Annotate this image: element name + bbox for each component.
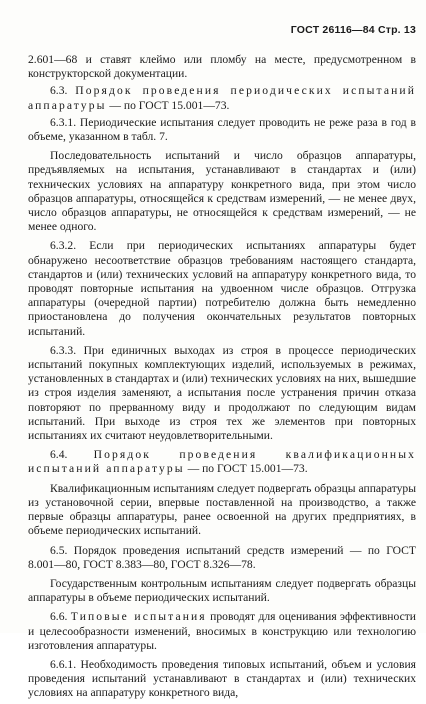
paragraph-6-3-1: 6.3.1. Периодические испытания следует проводить не реже раза в год в объеме, указанном в табл. 7. (28, 115, 416, 144)
page-header: ГОСТ 26116—84 Стр. 13 (290, 24, 416, 36)
clause-rest: — по ГОСТ 15.001—73. (106, 98, 230, 112)
clause-number: 6.6. (50, 610, 68, 624)
paragraph-6-4 (28, 448, 416, 476)
paragraph-6-3-2: 6.3.2. Если при периодических испытаниях аппаратуры будет обнаружено несоответствие образцов требованиям настоящего стандарта, стандартов и (или) технических условий на аппаратуру конкретного вида, то проводят повторные испытания на удвоенном числе образцов. Отгрузка аппаратуры (очередной партии) потребителю должна быть немедленно приостановлена до получения окончательных результатов повторных испытаний. (28, 239, 416, 338)
page-body (28, 53, 416, 704)
paragraph-6-6-1: 6.6.1. Необходимость проведения типовых испытаний, объем и условия проведения испытаний устанавливают в стандартах и (или) технических условиях на аппаратуру конкретного вида, (28, 657, 416, 700)
clause-title-spaced: Порядок проведения периодических испытаний аппаратуры (28, 84, 417, 112)
paragraph-qualification: Квалификационным испытаниям следует подвергать образцы аппаратуры из установочной серии, впервые поставленной на производство, а также первые образцы аппаратуры, ранее освоенной на других предприятиях, в объеме периодических испытаний. (28, 481, 416, 538)
clause-number: 6.4. (50, 448, 68, 462)
paragraph-sequence: Последовательность испытаний и число образцов аппаратуры, предъявляемых на испытания, устанавливают в стандартах и (или) технических условиях на аппаратуру конкретного вида, при этом число образцов аппаратуры, относящейся к средствам измерений, — не менее двух, число образцов аппаратуры, не относящейся к средствам измерений, — не менее одного. (28, 149, 416, 234)
paragraph-state-control: Государственным контрольным испытаниям следует подвергать образцы аппаратуры в объеме периодических испытаний. (28, 576, 416, 605)
paragraph-6-6 (28, 610, 416, 653)
paragraph-6-3-3: 6.3.3. При единичных выходах из строя в процессе периодических испытаний покупных комплектующих изделий, используемых в режимах, установленных в стандартах и (или) технических условиях на них, вышедшие из строя изделия заменяют, а испытания после устранения причин отказа повторяют по прерванному виду и продолжают по следующим видам испытаний. При выходе из строя тех же элементов при повторных испытаниях их считают неудовлетворительными. (28, 343, 416, 443)
clause-rest: — по ГОСТ 15.001—73. (184, 462, 308, 476)
clause-rest: проводят для оценивания эффективности и целесообразности изменений, вносимых в конструкцию или технологию изготовления аппаратуры. (28, 610, 417, 652)
paragraph-6-3 (28, 84, 416, 112)
paragraph-continuation: 2.601—68 и ставят клеймо или пломбу на месте, предусмотренном в конструкторской документации. (28, 53, 416, 81)
clause-title-spaced: Типовые испытания (70, 610, 207, 624)
clause-title-spaced: Порядок проведения квалификационных испытаний аппаратуры (28, 448, 416, 476)
clause-number: 6.3. (50, 84, 68, 98)
paragraph-6-5: 6.5. Порядок проведения испытаний средств измерений — по ГОСТ 8.001—80, ГОСТ 8.383—80, ГОСТ 8.326—78. (28, 543, 416, 571)
